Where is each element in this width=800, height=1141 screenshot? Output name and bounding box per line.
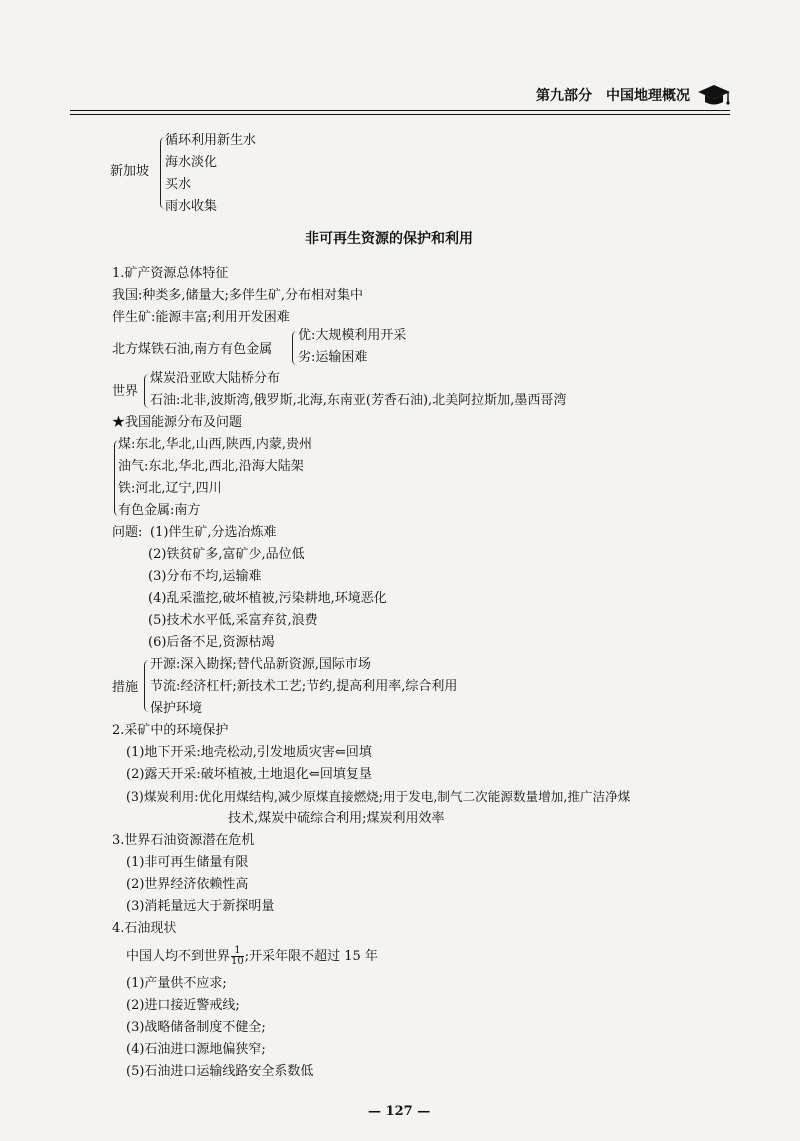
s1-heading: 1.矿产资源总体特征 <box>112 266 229 281</box>
s4-item: (4)石油进口源地偏狭窄; <box>126 1042 266 1057</box>
s2-continuation: 技术,煤炭中硫综合利用;煤炭利用效率 <box>228 811 445 826</box>
fraction-numerator: 1 <box>231 946 244 957</box>
s4-heading: 4.石油现状 <box>112 921 177 936</box>
singapore-item: 买水 <box>165 177 192 192</box>
s4-intro-after: ;开采年限不超过 15 年 <box>244 949 378 964</box>
measure-item: 保护环境 <box>150 701 203 716</box>
problem-item: (2)铁贫矿多,富矿少,品位低 <box>148 547 305 562</box>
s4-intro <box>126 944 378 970</box>
header-rule <box>70 110 730 111</box>
s1-world-item: 石油:北非,波斯湾,俄罗斯,北海,东南亚(芳香石油),北美阿拉斯加,墨西哥湾 <box>150 393 567 408</box>
s1-world-label: 世界 <box>112 384 139 399</box>
s1-north-label: 北方煤铁石油,南方有色金属 <box>112 342 273 357</box>
s4-intro-before: 中国人均不到世界 <box>126 949 231 964</box>
header-rule-thin <box>70 114 730 115</box>
s3-item: (3)消耗量远大于新探明量 <box>126 899 275 914</box>
s4-item: (2)进口接近警戒线; <box>126 998 240 1013</box>
energy-item: 煤:东北,华北,山西,陕西,内蒙,贵州 <box>118 437 313 452</box>
s3-item: (1)非可再生储量有限 <box>126 855 249 870</box>
s4-item: (3)战略储备制度不健全; <box>126 1020 266 1035</box>
s1-north-item: 优:大规模利用开采 <box>298 328 407 343</box>
s4-item: (5)石油进口运输线路安全系数低 <box>126 1064 314 1079</box>
energy-heading: ★我国能源分布及问题 <box>112 415 243 430</box>
s2-item: (2)露天开采:破坏植被,土地退化⇐回填复垦 <box>126 767 372 782</box>
header-title: 中国地理概况 <box>606 88 690 104</box>
singapore-item: 循环利用新生水 <box>165 133 257 148</box>
s1-world-item: 煤炭沿亚欧大陆桥分布 <box>150 371 281 386</box>
problem-item: (5)技术水平低,采富弃贫,浪费 <box>148 613 318 628</box>
singapore-label: 新加坡 <box>110 164 150 179</box>
singapore-item: 雨水收集 <box>165 199 218 214</box>
page-number: — 127 — <box>368 1104 431 1119</box>
header-part: 第九部分 <box>536 88 592 104</box>
problem-item: (6)后备不足,资源枯竭 <box>148 635 275 650</box>
s3-item: (2)世界经济依赖性高 <box>126 877 249 892</box>
energy-item: 有色金属:南方 <box>118 503 201 518</box>
s4-item: (1)产量供不应求; <box>126 976 227 991</box>
s2-item: (3)煤炭利用:优化用煤结构,减少原煤直接燃烧;用于发电,制气二次能源数量增加,推广洁净煤 <box>126 789 631 804</box>
s3-heading: 3.世界石油资源潜在危机 <box>112 833 255 848</box>
energy-item: 油气:东北,华北,西北,沿海大陆架 <box>118 459 304 474</box>
problem-item: (4)乱采滥挖,破坏植被,污染耕地,环境恶化 <box>148 591 387 606</box>
s2-item: (1)地下开采:地壳松动,引发地质灾害⇐回填 <box>126 745 372 760</box>
singapore-item: 海水淡化 <box>165 155 218 170</box>
section-title: 非可再生资源的保护和利用 <box>305 231 473 247</box>
problem-item: (3)分布不均,运输难 <box>148 569 262 584</box>
s1-north-item: 劣:运输困难 <box>298 350 368 365</box>
measure-item: 节流:经济杠杆;新技术工艺;节约,提高利用率,综合利用 <box>150 679 458 694</box>
s1-line1: 我国:种类多,储量大;多伴生矿,分布相对集中 <box>112 288 364 303</box>
energy-item: 铁:河北,辽宁,四川 <box>118 481 222 496</box>
problems-label: 问题: <box>112 525 143 540</box>
problem-item: (1)伴生矿,分选冶炼难 <box>150 525 277 540</box>
s2-heading: 2.采矿中的环境保护 <box>112 723 229 738</box>
measure-item: 开源:深入勘探;替代品新资源,国际市场 <box>150 657 371 672</box>
fraction-denominator: 10 <box>231 956 244 967</box>
graduation-cap-icon <box>696 82 732 108</box>
measures-label: 措施 <box>112 680 139 695</box>
s1-line2: 伴生矿:能源丰富;利用开发困难 <box>112 310 290 325</box>
one-tenth-fraction <box>231 946 244 967</box>
